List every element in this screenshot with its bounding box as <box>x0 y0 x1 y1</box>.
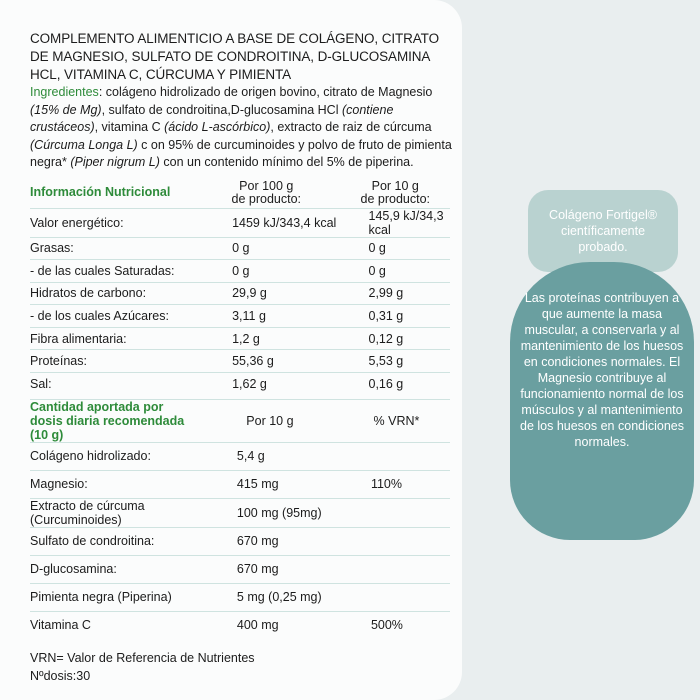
table-row <box>30 237 450 260</box>
table-row <box>30 555 450 583</box>
claims-text: Las proteínas contribuyen a que aumente la masa muscular, a conservarla y al mantenimiento de los huesos en condiciones normales. El Magnesio contribuye al funcionamiento normal de los músculos y al mantenimiento de los huesos en condiciones normales. <box>520 291 685 449</box>
nutrition-col1-header: Por 100 g de producto: <box>231 178 302 206</box>
dose-col1-header: Por 10 g <box>197 399 343 442</box>
row-value <box>343 555 450 583</box>
row-value: 0 g <box>341 237 451 260</box>
table-row <box>30 305 450 328</box>
row-value: 0 g <box>192 237 340 260</box>
dose-table <box>30 399 450 639</box>
dose-header: Cantidad aportada por dosis diaria recomendada (10 g) <box>30 399 197 442</box>
dose-rows <box>30 442 450 639</box>
row-value: 1,62 g <box>192 373 340 395</box>
row-value: 55,36 g <box>192 350 340 373</box>
ingredients-text <box>30 84 458 172</box>
row-label: - de los cuales Azúcares: <box>30 305 192 328</box>
row-value <box>343 583 450 611</box>
table-row <box>30 583 450 611</box>
nutrition-header-row <box>30 178 450 209</box>
row-value: 110% <box>343 470 450 498</box>
table-row <box>30 327 450 350</box>
row-label: Vitamina C <box>30 611 197 639</box>
table-row <box>30 611 450 639</box>
row-value: 670 mg <box>197 527 343 555</box>
row-value: 415 mg <box>197 470 343 498</box>
table-row <box>30 442 450 470</box>
row-label: Extracto de cúrcuma (Curcuminoides) <box>30 498 197 527</box>
table-row <box>30 260 450 283</box>
row-value: 500% <box>343 611 450 639</box>
doses-count: Nºdosis:30 <box>30 668 91 683</box>
row-value: 0 g <box>341 260 451 283</box>
row-label: Proteínas: <box>30 350 192 373</box>
ingredients-italic: (Piper nigrum L) <box>70 155 160 169</box>
row-value: 0,16 g <box>341 373 451 395</box>
row-label: Fibra alimentaria: <box>30 327 192 350</box>
ingredients-part: : colágeno hidrolizado de origen bovino, citrato de Magnesio <box>98 85 433 99</box>
row-value: 670 mg <box>197 555 343 583</box>
row-value: 29,9 g <box>192 282 340 305</box>
row-value: 2,99 g <box>341 282 451 305</box>
nutrition-table <box>30 178 450 395</box>
footer-notes <box>30 649 458 685</box>
table-row <box>30 282 450 305</box>
ingredients-italic: (Cúrcuma Longa L) <box>30 137 138 152</box>
row-value: 1459 kJ/343,4 kcal <box>192 208 340 237</box>
row-value: 1,2 g <box>192 327 340 350</box>
row-value: 400 mg <box>197 611 343 639</box>
row-label: Colágeno hidrolizado: <box>30 442 197 470</box>
ingredients-part: , sulfato de condroitina,D-glucosamina HCl <box>101 102 342 117</box>
fortigel-bubble <box>528 190 678 272</box>
table-row <box>30 527 450 555</box>
table-row <box>30 373 450 395</box>
row-label: - de las cuales Saturadas: <box>30 260 192 283</box>
row-label: Grasas: <box>30 237 192 260</box>
row-value: 3,11 g <box>192 305 340 328</box>
row-label: Valor energético: <box>30 208 192 237</box>
dose-col2-header: % VRN* <box>343 399 450 442</box>
nutrition-header: Información Nutricional <box>30 185 171 199</box>
row-label: Magnesio: <box>30 470 197 498</box>
row-label: Pimienta negra (Piperina) <box>30 583 197 611</box>
row-value: 145,9 kJ/34,3 kcal <box>341 208 451 237</box>
row-label: Sal: <box>30 373 192 395</box>
row-value: 5,53 g <box>341 350 451 373</box>
ingredients-italic: (contiene crustáceos) <box>30 102 394 134</box>
product-title: COMPLEMENTO ALIMENTICIO A BASE DE COLÁGENO, CITRATO DE MAGNESIO, SULFATO DE CONDROITINA, D-GLUCOSAMINA HCL, VITAMINA C, CÚRCUMA Y PIMIENTA <box>30 31 439 82</box>
ingredients-label: Ingredientes <box>30 85 99 99</box>
dose-header-row <box>30 399 450 442</box>
label-content <box>30 30 458 685</box>
row-value <box>343 442 450 470</box>
claims-bubble <box>510 262 694 540</box>
ingredients-part: c on 95% de curcuminoides y polvo de fruto de pimienta negra* <box>30 137 452 169</box>
row-value <box>343 527 450 555</box>
ingredients-italic: (15% de Mg) <box>30 102 102 117</box>
row-label: Hidratos de carbono: <box>30 282 192 305</box>
table-row <box>30 350 450 373</box>
ingredients-part: con un contenido mínimo del 5% de piperina. <box>159 155 414 169</box>
nutrition-rows <box>30 208 450 395</box>
table-row <box>30 498 450 527</box>
nutrition-col2-header: Por 10 g de producto: <box>360 178 430 206</box>
row-label: D-glucosamina: <box>30 555 197 583</box>
table-row <box>30 208 450 237</box>
row-label: Sulfato de condroitina: <box>30 527 197 555</box>
table-row <box>30 470 450 498</box>
row-value: 0,12 g <box>341 327 451 350</box>
fortigel-text: Colágeno Fortigel® científicamente probado. <box>549 208 657 254</box>
row-value: 0 g <box>192 260 340 283</box>
row-value: 5 mg (0,25 mg) <box>197 583 343 611</box>
vrn-note: VRN= Valor de Referencia de Nutrientes <box>30 650 255 665</box>
row-value <box>343 498 450 527</box>
ingredients-part: , extracto de raiz de cúrcuma <box>270 120 432 134</box>
row-value: 5,4 g <box>197 442 343 470</box>
row-value: 0,31 g <box>341 305 451 328</box>
ingredients-italic: (ácido L-ascórbico) <box>164 120 271 134</box>
row-value: 100 mg (95mg) <box>197 498 343 527</box>
ingredients-part: , vitamina C <box>94 120 165 134</box>
